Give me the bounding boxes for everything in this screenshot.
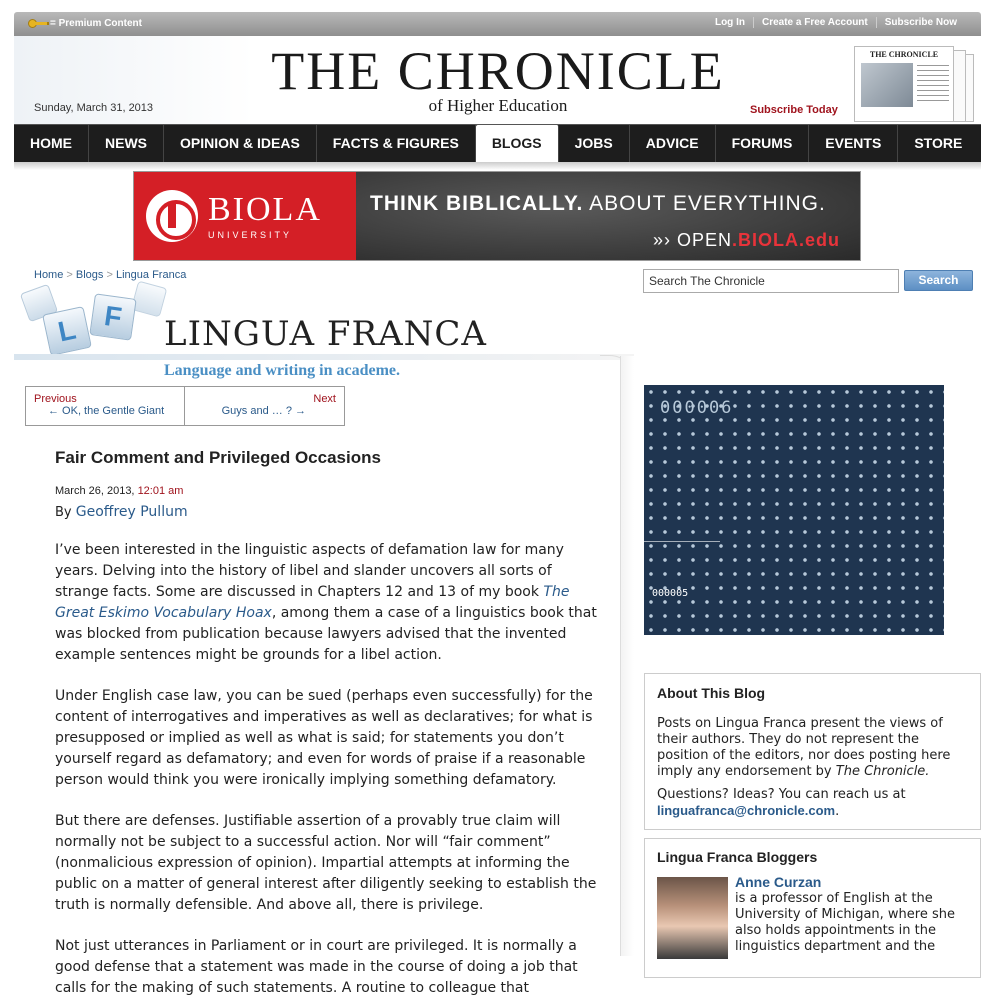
blog-tagline: Language and writing in academe. (164, 362, 401, 379)
create-account-link[interactable]: Create a Free Account (753, 17, 876, 28)
newspaper-thumbnail[interactable] (854, 46, 974, 122)
banner-ad[interactable] (133, 171, 861, 261)
nav-news[interactable]: NEWS (89, 125, 164, 162)
premium-label: = Premium Content (50, 17, 142, 29)
nav-blogs[interactable]: BLOGS (476, 125, 559, 162)
breadcrumb: Home > Blogs > Lingua Franca (34, 269, 187, 281)
next-label: Next (313, 393, 336, 405)
byline: By Geoffrey Pullum (55, 504, 188, 520)
nav-facts-figures[interactable]: FACTS & FIGURES (317, 125, 476, 162)
premium-legend (28, 17, 142, 29)
previous-label: Previous (34, 393, 77, 405)
ad-brand: BIOLA (208, 191, 322, 228)
breadcrumb-home[interactable]: Home (34, 269, 64, 281)
post-date: March 26, 2013, (55, 485, 135, 497)
ad-url: »› OPEN.BIOLA.edu (652, 230, 840, 250)
paragraph-3: But there are defenses. Justifiable assertion of a provably true claim will normally not be subject to a successful action. Nor will “fair comment” (nonmalicious expression of opinion). Impartial attempts at informing the public on a matter of general interest after diligently seeking to establish the truth is normally defensible. And above all, there is privilege. (55, 813, 597, 913)
nav-events[interactable]: EVENTS (809, 125, 898, 162)
subscribe-now-link[interactable]: Subscribe Now (876, 17, 965, 28)
breadcrumb-lingua-franca[interactable]: Lingua Franca (116, 269, 187, 281)
key-icon (28, 17, 48, 29)
author-link[interactable]: Geoffrey Pullum (75, 504, 188, 520)
contact-email-link[interactable]: linguafranca@chronicle.com (657, 803, 836, 818)
article (55, 448, 605, 999)
nav-advice[interactable]: ADVICE (630, 125, 716, 162)
previous-title: ← OK, the Gentle Giant (48, 405, 165, 417)
nav-home[interactable]: HOME (14, 125, 89, 162)
biola-seal-icon (146, 190, 198, 242)
site-logo[interactable]: THE CHRONICLE (271, 41, 725, 101)
about-title: About This Blog (657, 685, 766, 701)
blog-title: LINGUA FRANCA (164, 314, 487, 354)
paper-thumbnail-photo (861, 63, 913, 107)
top-utility-bar (14, 12, 981, 36)
about-this-blog (644, 673, 981, 830)
post-time[interactable]: 12:01 am (137, 485, 184, 497)
post-title: Fair Comment and Privileged Occasions (55, 448, 381, 467)
ad-brand-sub: UNIVERSITY (208, 230, 293, 240)
breadcrumb-blogs[interactable]: Blogs (75, 269, 104, 281)
about-text: Posts on Lingua Franca present the views of their authors. They do not represent the position of the editors, nor does posting here imply any endorsement by The Chronicle. (657, 716, 951, 779)
blogger-bio: is a professor of English at the University of Michigan, where she also holds appointments in the linguistics department and the (735, 891, 955, 954)
site-logo-subtitle[interactable]: of Higher Education (428, 96, 568, 115)
nav-forums[interactable]: FORUMS (716, 125, 810, 162)
tile-f: F (89, 293, 136, 340)
account-links (707, 17, 965, 28)
image-code-bottom: 000005 (652, 588, 689, 599)
current-date: Sunday, March 31, 2013 (34, 102, 154, 114)
paper-thumbnail-title: THE CHRONICLE (869, 50, 939, 59)
about-questions: Questions? Ideas? You can reach us at linguafranca@chronicle.com. (657, 787, 906, 819)
post-meta (55, 485, 605, 497)
blogger-item (657, 874, 968, 959)
image-code-top: 000006 (660, 398, 734, 418)
paragraph-2: Under English case law, you can be sued (perhaps even successfully) for the content of interrogatives and imperatives as well as declaratives; for what is presupposed or implied as well as what is said; for statements you don’t yourself regard as defamatory; and even for words of praise if a reasonable person would think you were ironically implying something defamatory. (55, 688, 593, 788)
blog-banner[interactable] (14, 280, 634, 390)
lf-tiles-logo (24, 284, 172, 362)
tile-l: L (42, 306, 92, 356)
previous-post-link[interactable] (26, 387, 185, 425)
search-input[interactable] (643, 269, 899, 293)
avatar[interactable] (657, 877, 728, 959)
subscribe-today-link[interactable]: Subscribe Today (750, 104, 838, 116)
next-title: Guys and … ? → (221, 405, 306, 417)
paragraph-1: I’ve been interested in the linguistic aspects of defamation law for many years. Delving into the history of libel and slander uncovers all sorts of strange facts. Some are discussed in Chapters 12 and 13 of my book The Great Eskimo Vocabulary Hoax, among them a case of a linguistics book that was blocked from publication because lawyers advised that the invented example sentences might be grounds for a libel action. (55, 542, 597, 663)
nav-opinion-ideas[interactable]: OPINION & IDEAS (164, 125, 317, 162)
book-link[interactable]: The Great Eskimo Vocabulary Hoax (55, 584, 570, 621)
nav-store[interactable]: STORE (914, 135, 963, 151)
post-pager (25, 386, 345, 426)
main-nav (14, 124, 981, 162)
paragraph-4: Not just utterances in Parliament or in court are privileged. It is normally a good defense that a statement was made in the course of doing a job that calls for the making of such statements. A routine to colleague that (55, 938, 578, 996)
sidebar-image[interactable] (644, 385, 944, 635)
bloggers-panel (644, 838, 981, 978)
blogger-name-link[interactable]: Anne Curzan (735, 874, 822, 890)
nav-jobs[interactable]: JOBS (559, 125, 630, 162)
masthead (14, 36, 981, 124)
login-link[interactable]: Log In (714, 17, 745, 28)
search-button[interactable]: Search (904, 270, 973, 291)
ad-headline: THINK BIBLICALLY. ABOUT EVERYTHING. (370, 192, 826, 215)
bloggers-title: Lingua Franca Bloggers (657, 849, 818, 865)
next-post-link[interactable] (185, 387, 344, 425)
